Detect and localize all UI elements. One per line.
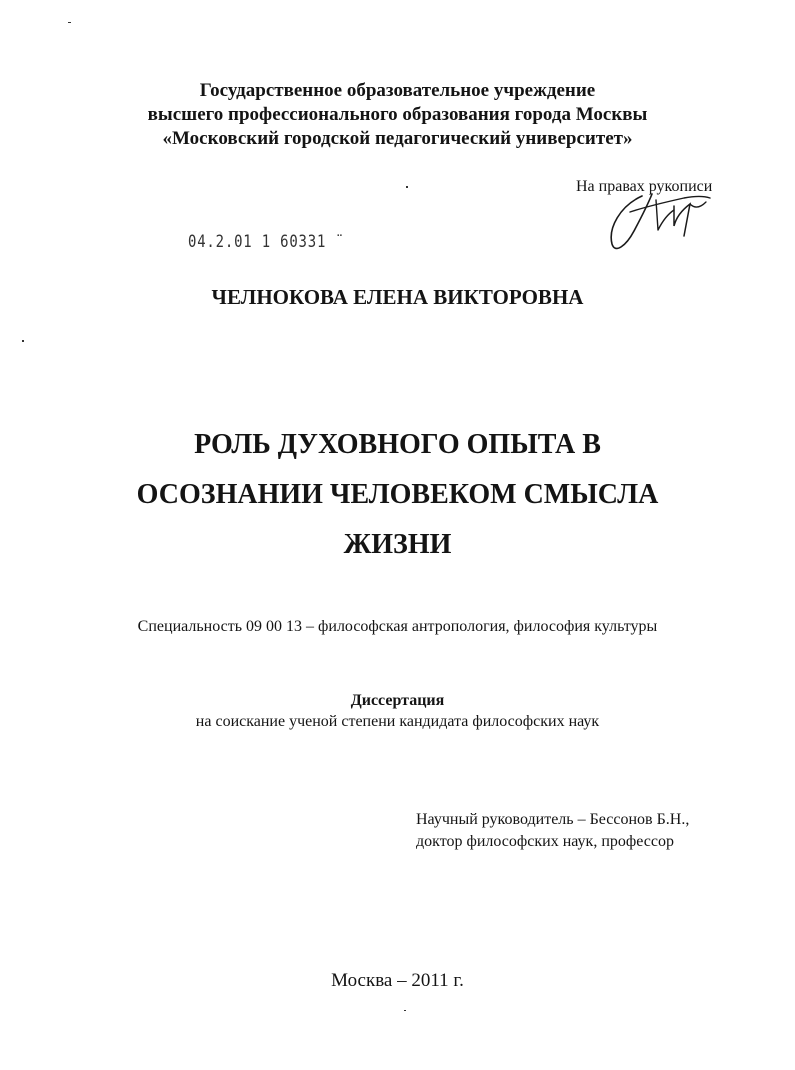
rights-note: На правах рукописи [576,178,713,195]
scan-speck [68,22,71,23]
institution-line-1: Государственное образовательное учреждение [199,80,596,101]
institution-line-3: «Московский городской педагогический университет» [162,128,633,149]
dissertation-subtitle: на соискание ученой степени кандидата философских наук [195,713,600,730]
scan-speck [22,340,24,342]
title-line-2: ОСОЗНАНИИ ЧЕЛОВЕКОМ СМЫСЛА [136,479,659,510]
supervisor-line-2: доктор философских наук, профессор [416,833,674,850]
specialty: Специальность 09 00 13 – философская антропология, философия культуры [137,618,658,635]
title-line-3: ЖИЗНИ [343,529,452,560]
title-line-1: РОЛЬ ДУХОВНОГО ОПЫТА В [194,429,601,460]
dissertation-heading: Диссертация [350,692,445,709]
author-name: ЧЕЛНОКОВА ЕЛЕНА ВИКТОРОВНА [211,285,584,309]
institution-line-2: высшего профессионального образования города Москвы [147,104,648,125]
library-stamp: 04.2.01 1 60331 ¨ [188,232,345,252]
signature-icon [600,186,720,261]
scan-speck [406,186,408,188]
supervisor-line-1: Научный руководитель – Бессонов Б.Н., [416,811,690,828]
city-year: Москва – 2011 г. [331,970,464,991]
scan-speck [404,1010,406,1011]
